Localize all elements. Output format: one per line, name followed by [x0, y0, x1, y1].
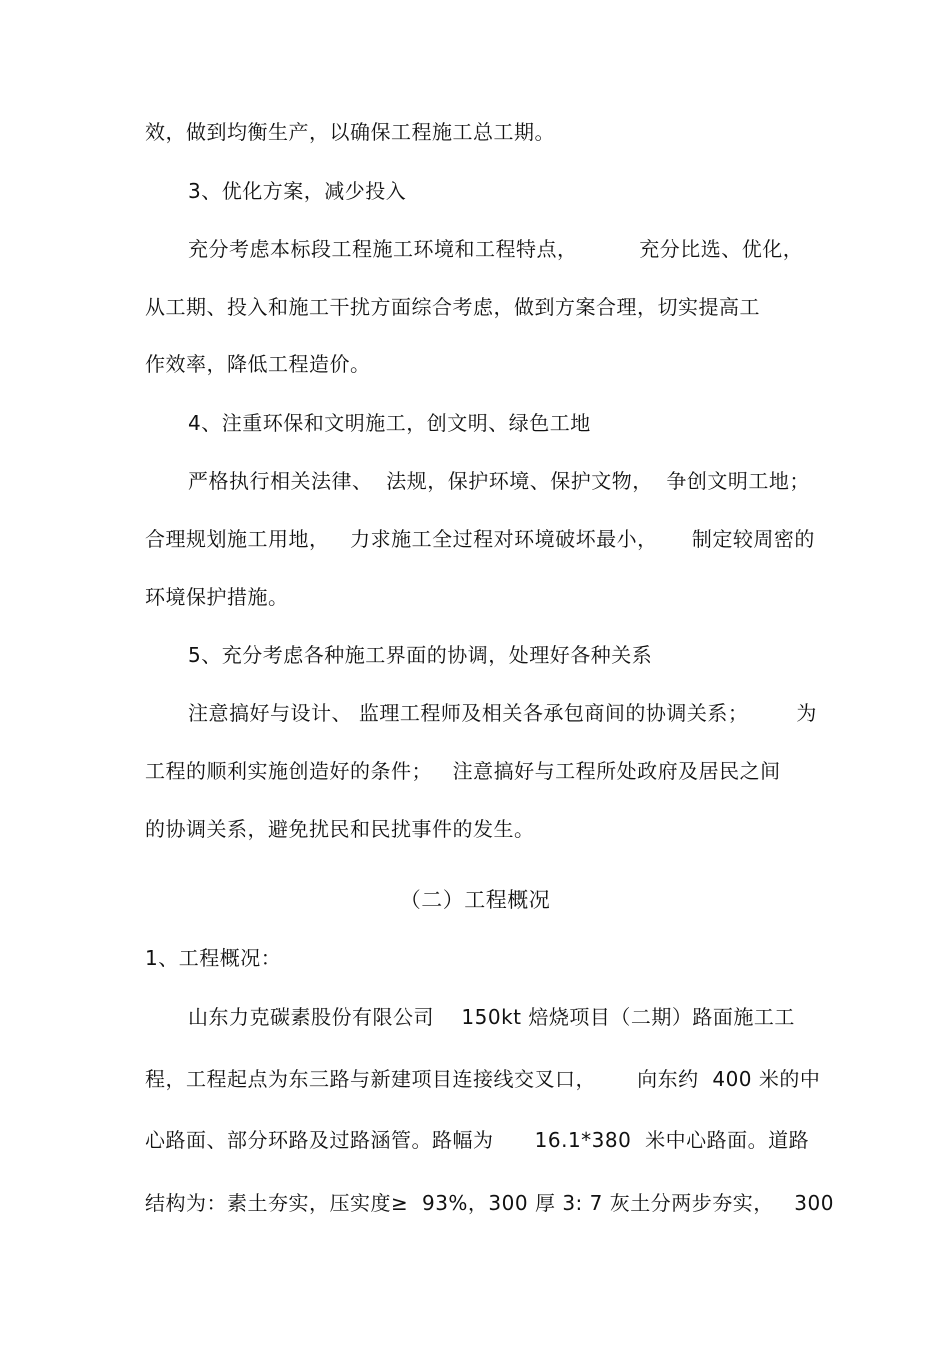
section-heading: 5、充分考虑各种施工界面的协调，处理好各种关系: [188, 643, 653, 667]
paragraph-line: 合理规划施工用地， 力求施工全过程对环境破坏最小， 制定较周密的: [145, 527, 815, 551]
chapter-heading: （二）工程概况: [399, 888, 551, 912]
paragraph-line: 结构为：素土夯实，压实度≥ 93%，300 厚 3: 7 灰土分两步夯实， 300: [145, 1191, 834, 1215]
section-heading: 3、优化方案，减少投入: [188, 179, 407, 203]
paragraph-line: 山东力克碳素股份有限公司 150kt 焙烧项目（二期）路面施工工: [188, 1005, 795, 1029]
section-heading: 1、工程概况：: [145, 946, 282, 970]
paragraph-line: 效，做到均衡生产，以确保工程施工总工期。: [145, 120, 555, 144]
paragraph-line: 程，工程起点为东三路与新建项目连接线交叉口， 向东约 400 米的中: [145, 1067, 821, 1091]
paragraph-line: 的协调关系，避免扰民和民扰事件的发生。: [145, 817, 535, 841]
paragraph-line: 注意搞好与设计、 监理工程师及相关各承包商间的协调关系； 为: [188, 701, 817, 725]
paragraph-line: 严格执行相关法律、 法规，保护环境、保护文物， 争创文明工地；: [188, 469, 810, 493]
paragraph-line: 心路面、部分环路及过路涵管。路幅为 16.1*380 米中心路面。道路: [145, 1128, 810, 1152]
section-heading: 4、注重环保和文明施工，创文明、绿色工地: [188, 411, 591, 435]
paragraph-line: 环境保护措施。: [145, 585, 289, 609]
paragraph-line: 作效率，降低工程造价。: [145, 352, 371, 376]
paragraph-line: 充分考虑本标段工程施工环境和工程特点， 充分比选、优化，: [188, 237, 804, 261]
paragraph-line: 工程的顺利实施创造好的条件； 注意搞好与工程所处政府及居民之间: [145, 759, 781, 783]
paragraph-line: 从工期、投入和施工干扰方面综合考虑，做到方案合理，切实提高工: [145, 295, 760, 319]
